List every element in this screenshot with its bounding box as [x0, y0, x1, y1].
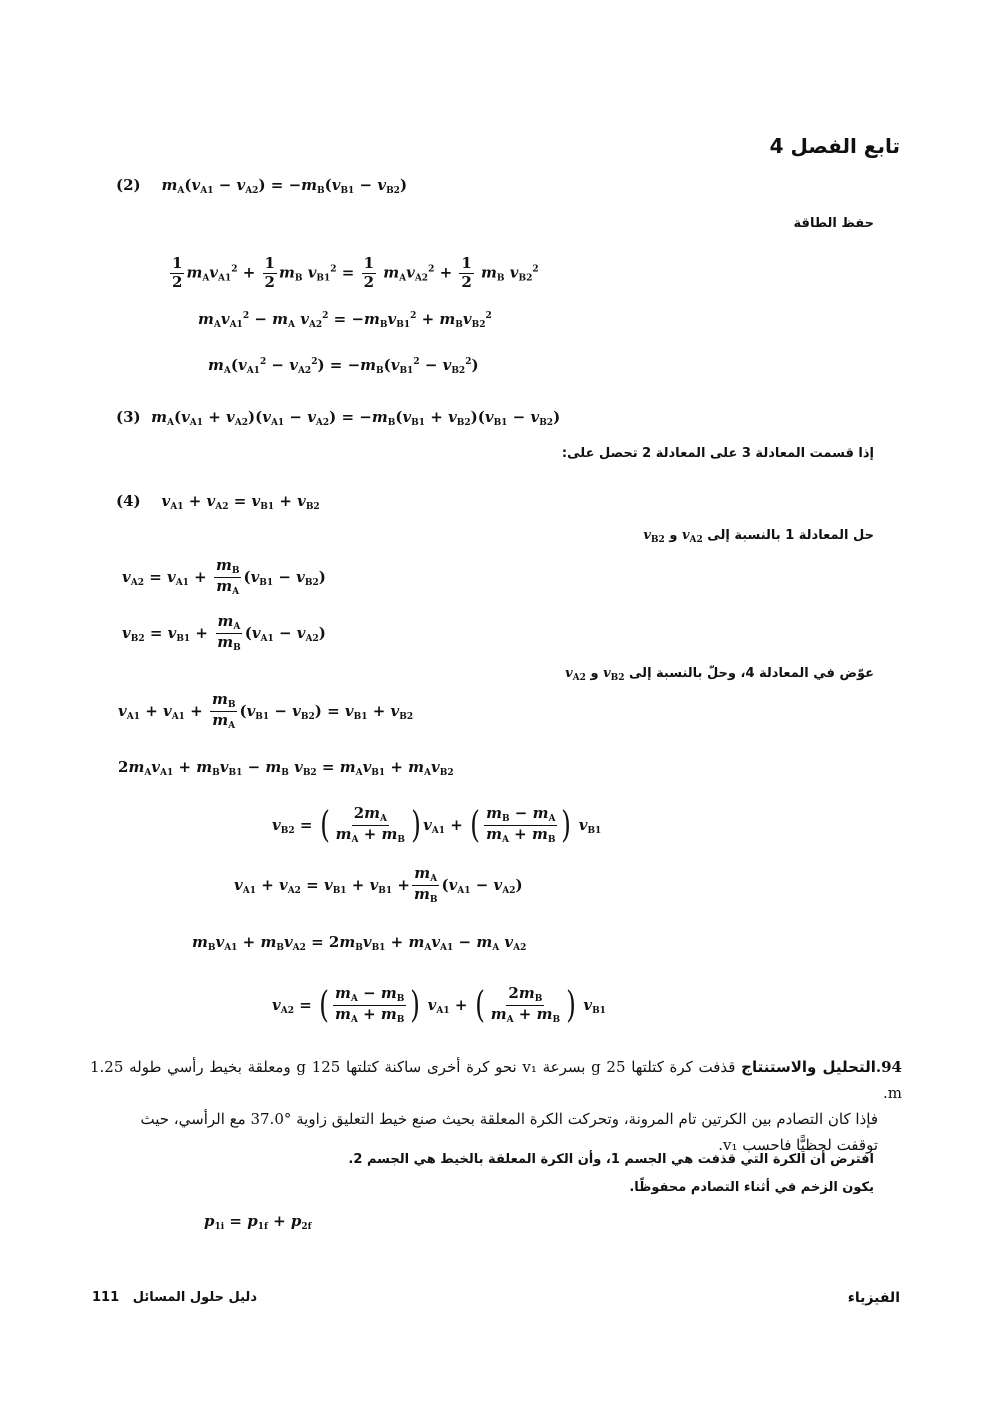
vA2-final-equation: $v_{A2}$ = ( $\frac{m_A - m_B}{m_A + m_B}$ ) $v_{A1}$ + ( $\frac{2m_B}{m_A + m_B}$ ) $v_{B1}$ — [272, 984, 606, 1026]
second-substitution-equation: $v_{A1} + v_{A2} = v_{B1} + v_{B1}$ + $\frac{m_A}{m_B}$ $(v_{A1} - v_{A2})$ — [234, 864, 523, 906]
problem-line-3: توقفت لحظيًّا فاحسب v₁. — [718, 1136, 878, 1154]
problem-line-1: 94.التحليل والاستنتاج قذفت كرة كتلتها 25 g بسرعة v₁ نحو كرة أخرى ساكنة كتلتها 125 g ومعلقة بخيط رأسي طوله 1.25 m. — [90, 1058, 902, 1102]
guide-title: دليل حلول المسائل — [132, 1290, 257, 1305]
equation-tag: (4) — [116, 492, 141, 510]
vB2-expression: $v_{B2} = v_{B1}$ + $\frac{m_A}{m_B}$ $(v_{A1} - v_{A2})$ — [122, 612, 326, 654]
equation-tag: (2) — [116, 176, 141, 194]
energy-equation-step3: $m_A(v_{A1}^2 - v_{A2}^2) = -m_B(v_{B1}^2 - v_{B2}^2)$ — [208, 356, 479, 376]
energy-equation: $\frac{1}{2}$ $m_Av_{A1}^2$ + $\frac{1}{2}$ $m_B$ $v_{B1}^2$ = $\frac{1}{2}$ $m_Av_{A2}^2$ + $\frac{1}{2}$ $m_B$ $v_{B2}^2$ — [172, 254, 539, 291]
label-substitute: عوّض في المعادلة 4، وحلّ بالنسبة إلى $v_{B2}$ و $v_{A2}$ — [565, 666, 874, 683]
label-energy-conservation: حفظ الطاقة — [793, 216, 874, 231]
expanded-equation: $2m_Av_{A1} + m_Bv_{B1} - m_B$ $v_{B2} = m_Av_{B1} + m_Av_{B2}$ — [118, 758, 454, 778]
problem-title: التحليل والاستنتاج — [741, 1058, 876, 1076]
label-assumption: افترض أن الكرة التي قذفت هي الجسم 1، وأن الكرة المعلقة بالخيط هي الجسم 2. — [348, 1152, 874, 1167]
substitution-equation: $v_{A1} + v_{A1}$ + $\frac{m_B}{m_A}$ $(v_{B1} - v_{B2}) = v_{B1} + v_{B2}$ — [118, 690, 414, 732]
page-number: 111 — [92, 1290, 120, 1305]
problem-line-2: فإذا كان التصادم بين الكرتين تام المرونة، وتحركت الكرة المعلقة بحيث صنع خيط التعليق زاوية °37.0 مع الرأسي، حيث — [140, 1110, 878, 1128]
label-solve-eq1: حل المعادلة 1 بالنسبة إلى $v_{A2}$ و $v_{B2}$ — [643, 528, 874, 545]
footer-subject: الفيزياء — [847, 1290, 900, 1306]
vB2-final-equation: $v_{B2}$ = ( $\frac{2m_A}{m_A + m_B}$ ) $v_{A1}$ + ( $\frac{m_B - m_A}{m_A + m_B}$ ) $v_{B1}$ — [272, 804, 602, 846]
momentum-equation: $p_{1i} = p_{1f} + p_{2f}$ — [204, 1212, 312, 1232]
equation-4: (4) $v_{A1} + v_{A2} = v_{B1} + v_{B2}$ — [116, 492, 320, 512]
page-title: تابع الفصل 4 — [769, 134, 900, 158]
footer-guide — [92, 1290, 257, 1305]
problem-number: 94. — [875, 1058, 902, 1076]
equation-3: (3) $m_A(v_{A1} + v_{A2})(v_{A1} - v_{A2}) = -m_B(v_{B1} + v_{B2})(v_{B1} - v_{B2})$ — [116, 408, 561, 428]
label-momentum-conserved: يكون الزخم في أثناء التصادم محفوظًا. — [629, 1180, 874, 1195]
vA2-expression: $v_{A2} = v_{A1}$ + $\frac{m_B}{m_A}$ $(v_{B1} - v_{B2})$ — [122, 556, 326, 598]
label-divide: إذا قسمت المعادلة 3 على المعادلة 2 تحصل على: — [561, 446, 874, 461]
problem-94 — [90, 1054, 902, 1158]
second-expanded-equation: $m_Bv_{A1} + m_Bv_{A2} = 2m_Bv_{B1} + m_Av_{A1} - m_A$ $v_{A2}$ — [192, 933, 527, 953]
energy-equation-step2: $m_Av_{A1}^2 - m_A$ $v_{A2}^2 = -m_Bv_{B1}^2 + m_Bv_{B2}^2$ — [198, 310, 492, 330]
equation-tag: (3) — [116, 408, 141, 426]
equation-2: (2) $m_A(v_{A1} - v_{A2}) = -m_B(v_{B1} - v_{B2})$ — [116, 176, 408, 196]
